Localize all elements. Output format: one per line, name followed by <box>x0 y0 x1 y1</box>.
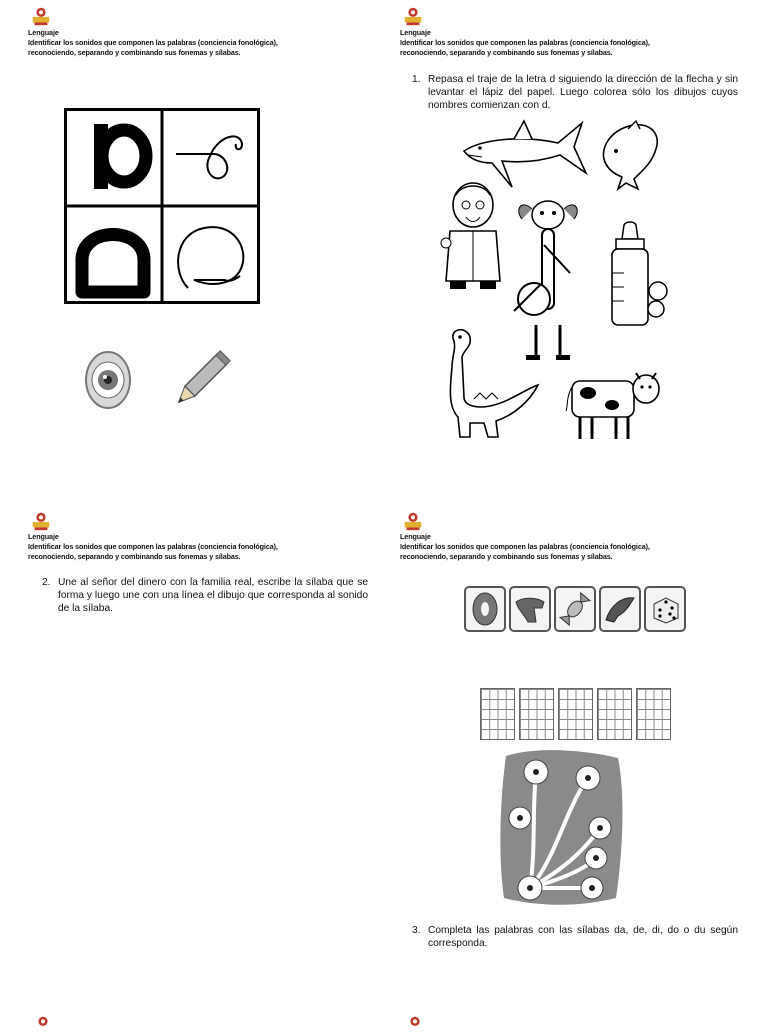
card-donut <box>464 586 506 632</box>
task-number: 1. <box>412 74 421 85</box>
cursive-capital-d-icon <box>178 227 243 288</box>
worksheet-panel-bottom-right <box>400 510 760 1010</box>
card-finger <box>509 586 551 632</box>
school-logo-icon <box>32 1014 54 1036</box>
cow-icon <box>566 367 662 443</box>
donut-icon <box>471 591 499 627</box>
worksheet-header <box>28 28 278 58</box>
letter-d-grid <box>64 108 260 304</box>
subject-label: Lenguaje <box>400 532 431 541</box>
writing-grid-box[interactable] <box>636 688 671 740</box>
picture-card-row <box>464 586 686 632</box>
shark-icon <box>462 117 588 189</box>
card-dice <box>644 586 686 632</box>
writing-grid-box[interactable] <box>519 688 554 740</box>
objective-line-1: Identificar los sonidos que componen las palabras (conciencia fonológica), <box>28 542 278 551</box>
worksheet-header <box>400 28 650 58</box>
card-candy <box>554 586 596 632</box>
writing-grid-box[interactable] <box>480 688 515 740</box>
worksheet-panel-top-right <box>400 5 760 505</box>
dolphin-icon <box>604 594 636 624</box>
finger-icon <box>514 594 546 624</box>
task-2 <box>42 576 368 615</box>
subject-label: Lenguaje <box>28 532 59 541</box>
subject-label: Lenguaje <box>400 28 431 37</box>
candy-icon <box>559 592 591 626</box>
baby-bottle-icon <box>604 223 674 329</box>
objective-line-2: reconociendo, separando y combinando sus fonemas y sílabas. <box>28 48 241 57</box>
worksheet-panel-bottom-left <box>28 510 388 1010</box>
writing-grid-box[interactable] <box>558 688 593 740</box>
subject-label: Lenguaje <box>28 28 59 37</box>
objective-line-1: Identificar los sonidos que componen las palabras (conciencia fonológica), <box>400 542 650 551</box>
worksheet-header <box>28 532 278 562</box>
cursive-d-icon <box>176 136 242 178</box>
school-logo-icon <box>30 5 52 27</box>
objective-line-2: reconociendo, separando y combinando sus fonemas y sílabas. <box>28 552 241 561</box>
school-logo-icon <box>30 510 52 532</box>
writing-grid-box[interactable] <box>597 688 632 740</box>
objective-line-1: Identificar los sonidos que componen las palabras (conciencia fonológica), <box>28 38 278 47</box>
dice-icon <box>650 594 680 624</box>
worksheet-header <box>400 532 650 562</box>
worksheet-panel-top-left <box>28 5 388 505</box>
syllable-tree-illustration <box>496 748 626 908</box>
task-text: Completa las palabras con las sílabas da, de, di, do o du según corresponda. <box>428 925 738 949</box>
dolphin-icon <box>598 119 662 193</box>
card-dolphin <box>599 586 641 632</box>
school-logo-icon <box>402 510 424 532</box>
writing-grid-row <box>480 688 671 740</box>
task-text: Une al señor del dinero con la familia real, escribe la sílaba que se forma y luego une con una línea el dibujo que corresponda al sonido de la sílaba. <box>58 577 368 614</box>
task-number: 2. <box>42 577 51 588</box>
dinosaur-icon <box>434 327 540 441</box>
capital-d-rotated-icon <box>82 235 144 293</box>
objective-line-2: reconociendo, separando y combinando sus fonemas y sílabas. <box>400 552 613 561</box>
task-text: Repasa el traje de la letra d siguiendo la dirección de la flecha y sin levantar el lápiz del papel. Luego colorea sólo los dibujos cuyos nombres comienzan con d. <box>428 74 738 111</box>
task-3 <box>412 924 738 950</box>
school-logo-icon <box>404 1014 426 1036</box>
eye-icon <box>84 350 132 410</box>
objective-line-2: reconociendo, separando y combinando sus fonemas y sílabas. <box>400 48 613 57</box>
pencil-icon <box>172 353 226 411</box>
task-number: 3. <box>412 925 421 936</box>
task-1 <box>412 73 738 112</box>
print-d-rotated-icon <box>94 124 146 189</box>
doctor-icon <box>440 181 506 293</box>
objective-line-1: Identificar los sonidos que componen las palabras (conciencia fonológica), <box>400 38 650 47</box>
school-logo-icon <box>402 5 424 27</box>
